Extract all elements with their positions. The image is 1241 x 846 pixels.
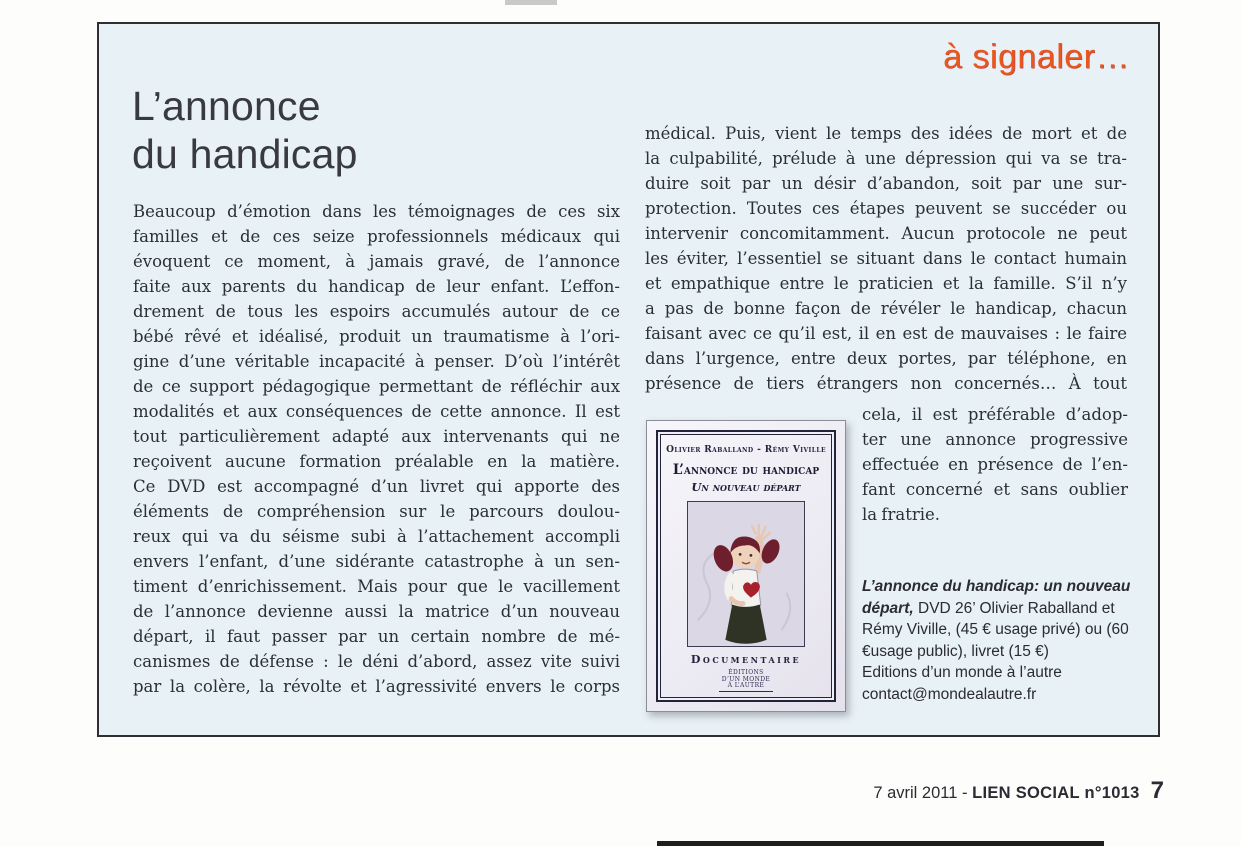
text-line: fant concerné et sans oublier	[862, 480, 1128, 499]
dvd-cover-frame	[656, 430, 836, 702]
text-line: départ, il faut passer par un certain nombre de mé-	[133, 627, 620, 646]
dvd-genre: Documentaire	[690, 653, 802, 666]
caption-email: contact@mondealautre.fr	[862, 685, 1037, 703]
page-footer	[700, 777, 1164, 805]
text-line: ter une annonce progressive	[862, 430, 1128, 449]
dvd-publisher-line-2: D’UN MONDE	[721, 675, 771, 683]
text-line: cela, il est préférable d’adop-	[862, 405, 1128, 424]
dvd-publisher-line-3: À L’AUTRE	[727, 682, 765, 689]
text-line: présence de tiers étrangers non concernés… À tout	[645, 374, 1127, 393]
scan-artifact-bottom	[657, 841, 1104, 846]
text-line: par la colère, la révolte et l’agressivité envers le corps	[133, 677, 620, 696]
text-line: et empathique entre le praticien et la famille. S’il n’y	[645, 274, 1127, 293]
title-line-2: du handicap	[132, 131, 358, 177]
text-line: timent d’enrichissement. Mais pour que le vacillement	[133, 577, 620, 596]
caption-publisher: Editions d’un monde à l’autre	[862, 664, 1062, 681]
caption-details: DVD 26’ Olivier Raballand et Rémy Viville, (45 € usage privé) ou (60 €usage public), livret (15 €)	[862, 599, 1129, 660]
dvd-publisher-text	[719, 670, 773, 692]
dvd-title: L’annonce du handicap	[672, 462, 820, 478]
text-line: modalités et aux conséquences de cette annonce. Il est	[133, 402, 620, 421]
text-line: reux qui va du séisme subi à l’attachement accompli	[133, 527, 620, 546]
text-line: de l’annonce devienne aussi la matrice d’un nouveau	[133, 602, 620, 621]
text-line: médical. Puis, vient le temps des idées de mort et de	[645, 124, 1127, 143]
text-line: drement de tous les espoirs accumulés autour de ce	[133, 302, 620, 321]
text-line: effectuée en présence de l’en-	[862, 455, 1128, 474]
footer-magazine: LIEN SOCIAL n°1013	[972, 784, 1140, 802]
dvd-authors: Olivier Raballand - Rémy Viville	[666, 445, 826, 455]
text-line: faisant avec ce qu’il est, il en est de mauvaises : le faire	[645, 324, 1127, 343]
footer-date: 7 avril 2011 -	[873, 784, 973, 802]
article-title	[132, 82, 358, 178]
text-line: évoquent ce moment, à jamais gravé, de l’annonce	[133, 252, 620, 271]
caption-title: L’annonce du handicap: un nouveau départ,	[862, 578, 1131, 617]
text-line: intervenir concomitamment. Aucun protocole ne peut	[645, 224, 1127, 243]
text-line: dans l’urgence, entre deux portes, par téléphone, en	[645, 349, 1127, 368]
text-line: les éviter, l’essentiel se situant dans le contact humain	[645, 249, 1127, 268]
text-line: familles et de ces seize professionnels médicaux qui	[133, 227, 620, 246]
right-column-top	[645, 121, 1127, 396]
title-line-1: L’annonce	[132, 83, 321, 129]
text-line: Ce DVD est accompagné d’un livret qui apporte des	[133, 477, 620, 496]
dvd-subtitle: Un nouveau départ	[691, 480, 801, 494]
section-header: à signaler…	[943, 38, 1130, 76]
dvd-caption	[862, 576, 1136, 705]
text-line: bébé rêvé et idéalisé, produit un traumatisme à l’ori-	[133, 327, 620, 346]
dvd-publisher-logo	[658, 670, 834, 692]
text-line: duire soit par un désir d’abandon, soit par une sur-	[645, 174, 1127, 193]
dvd-publisher-line-1: ÉDITIONS	[728, 669, 764, 676]
dvd-cover-illustration	[687, 501, 805, 647]
scan-artifact-top	[505, 0, 557, 5]
text-line: protection. Toutes ces étapes peuvent se succéder ou	[645, 199, 1127, 218]
text-line: canismes de défense : le déni d’abord, assez vite suivi	[133, 652, 620, 671]
left-column	[133, 199, 620, 699]
text-line: envers l’enfant, d’une sidérante catastrophe à un sen-	[133, 552, 620, 571]
text-line: reçoivent aucune formation préalable en la matière.	[133, 452, 620, 471]
text-line: de ce support pédagogique permettant de réfléchir aux	[133, 377, 620, 396]
text-line: la culpabilité, prélude à une dépression qui va se tra-	[645, 149, 1127, 168]
text-line: éléments de compréhension sur le parcours doulou-	[133, 502, 620, 521]
text-line: faite aux parents du handicap de leur enfant. L’effon-	[133, 277, 620, 296]
right-column-last-line: la fratrie.	[862, 505, 940, 524]
text-line: gine d’une véritable incapacité à penser. D’où l’intérêt	[133, 352, 620, 371]
text-line: a pas de bonne façon de révéler le handicap, chacun	[645, 299, 1127, 318]
text-line: Beaucoup d’émotion dans les témoignages de ces six	[133, 202, 620, 221]
text-line: tout particulièrement adapté aux intervenants qui ne	[133, 427, 620, 446]
right-column-beside-cover	[862, 402, 1128, 502]
footer-page-number: 7	[1150, 777, 1164, 804]
dvd-cover	[646, 420, 846, 712]
